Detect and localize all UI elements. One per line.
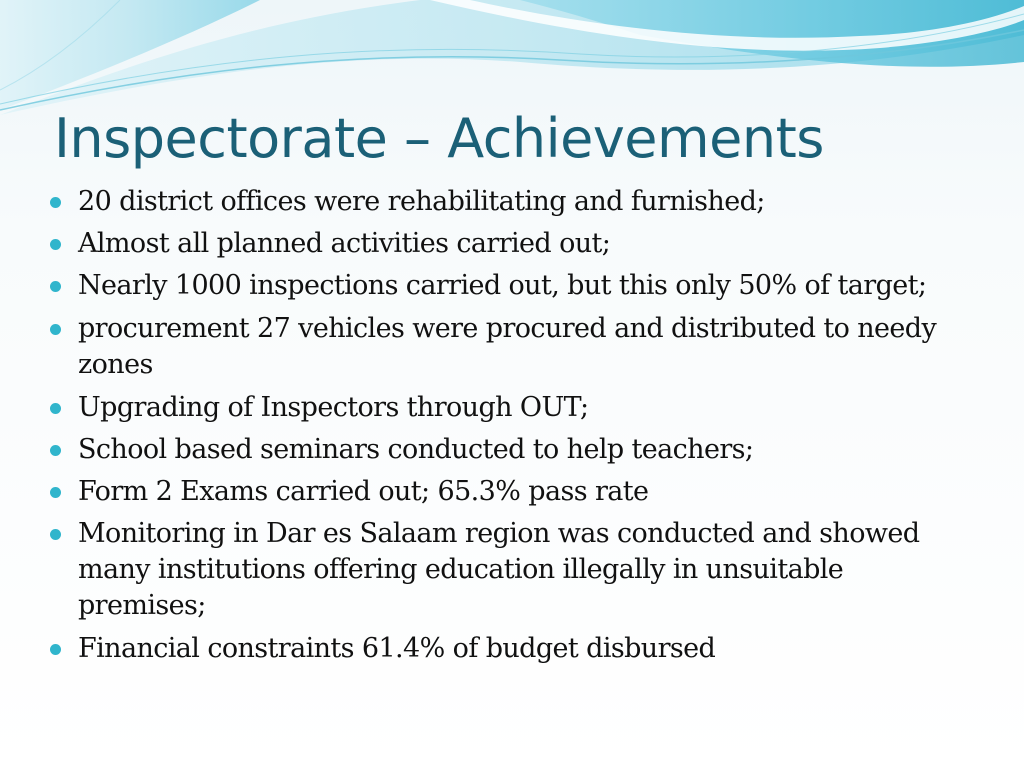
bullet-item xyxy=(48,474,978,510)
bullet-text: School based seminars conducted to help teachers; xyxy=(78,434,754,465)
bullet-dot-icon xyxy=(50,487,61,498)
bullet-text: procurement 27 vehicles were procured and distributed to needy zones xyxy=(78,313,937,380)
bullet-text: Nearly 1000 inspections carried out, but this only 50% of target; xyxy=(78,270,927,301)
bullet-dot-icon xyxy=(50,529,61,540)
bullet-text: Monitoring in Dar es Salaam region was conducted and showed many institutions offering education illegally in unsuitable premises; xyxy=(78,518,920,621)
bullet-item xyxy=(48,390,978,426)
bullet-item xyxy=(48,516,978,624)
bullet-item xyxy=(48,268,978,304)
bullet-item xyxy=(48,184,978,220)
bullet-text: Financial constraints 61.4% of budget disbursed xyxy=(78,633,716,664)
bullet-item xyxy=(48,226,978,262)
bullet-dot-icon xyxy=(50,403,61,414)
bullet-text: 20 district offices were rehabilitating and furnished; xyxy=(78,186,765,217)
bullet-dot-icon xyxy=(50,324,61,335)
bullet-dot-icon xyxy=(50,644,61,655)
bullet-item xyxy=(48,631,978,667)
slide-title: Inspectorate – Achievements xyxy=(54,107,824,170)
bullet-text: Form 2 Exams carried out; 65.3% pass rate xyxy=(78,476,649,507)
bullet-list xyxy=(48,184,978,674)
bullet-dot-icon xyxy=(50,281,61,292)
bullet-item xyxy=(48,432,978,468)
bullet-text: Upgrading of Inspectors through OUT; xyxy=(78,392,589,423)
bullet-dot-icon xyxy=(50,197,61,208)
bullet-text: Almost all planned activities carried out; xyxy=(78,228,611,259)
bullet-dot-icon xyxy=(50,239,61,250)
bullet-dot-icon xyxy=(50,445,61,456)
bullet-item xyxy=(48,311,978,383)
